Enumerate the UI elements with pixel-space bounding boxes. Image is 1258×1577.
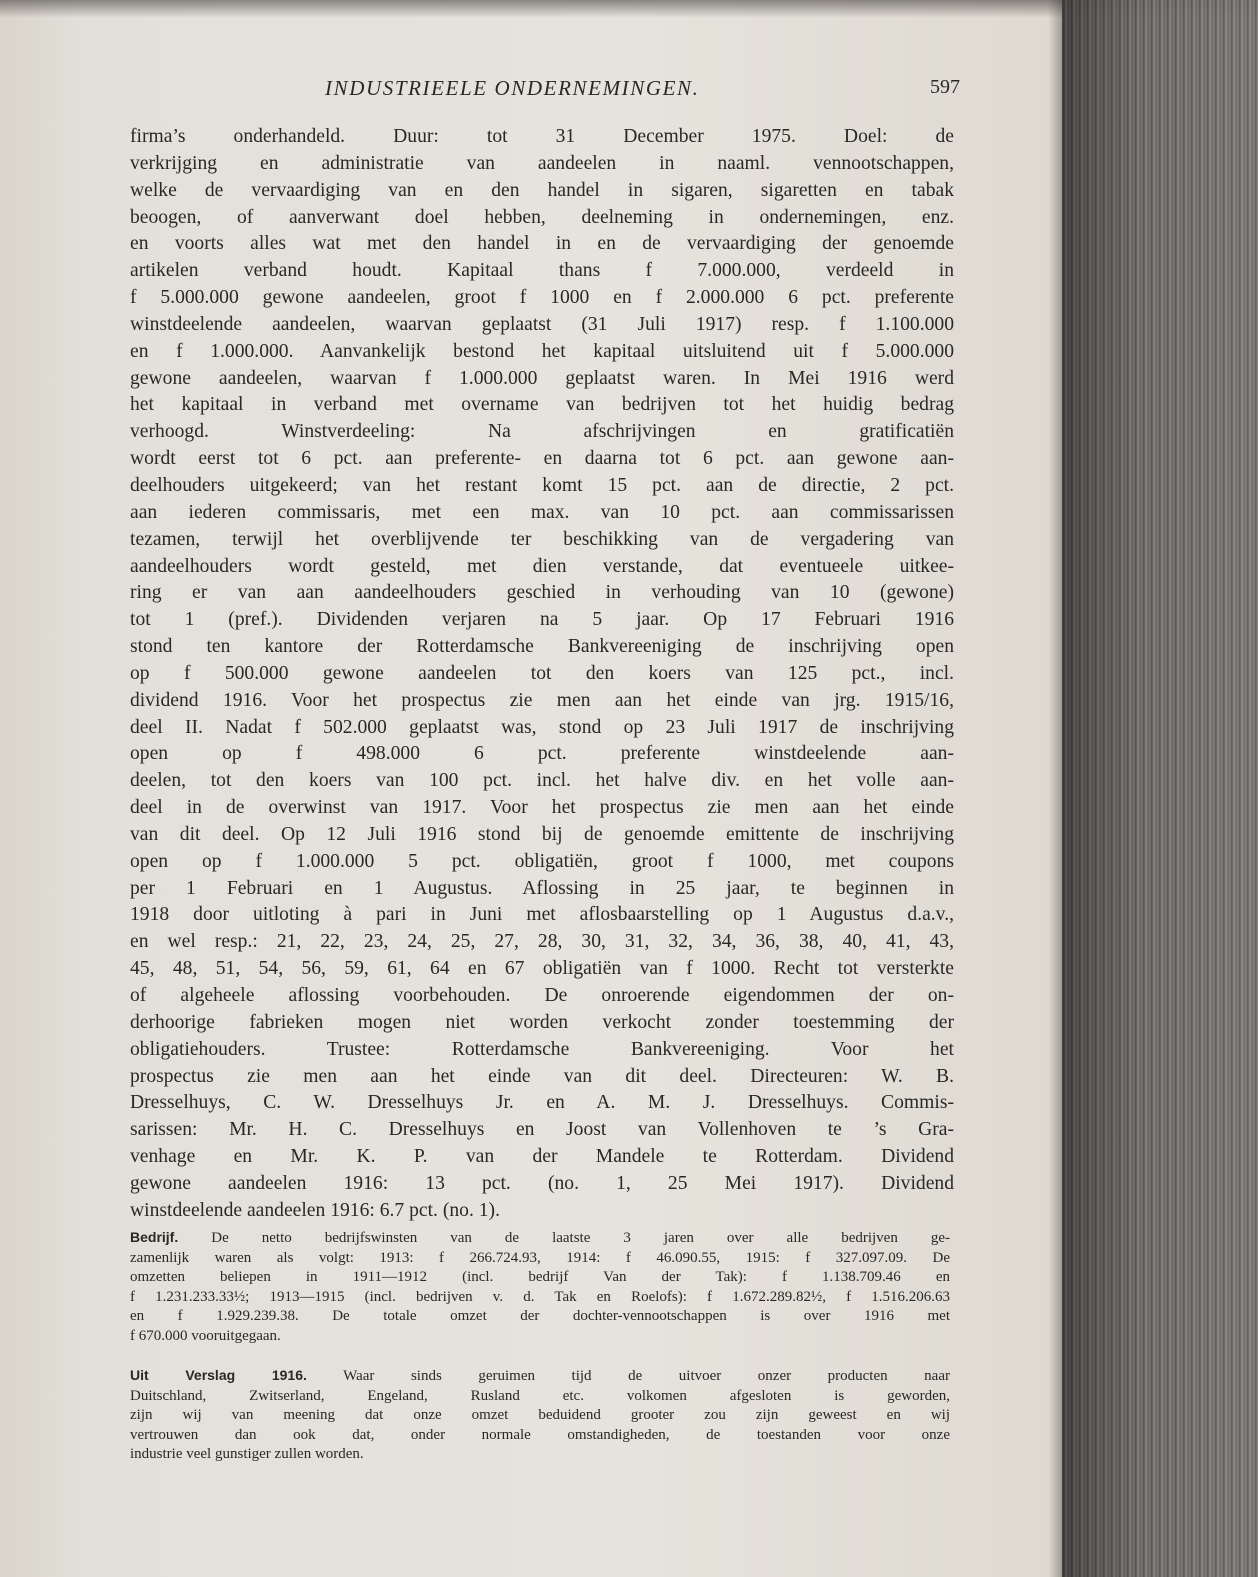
note-heading: Uit Verslag 1916.	[130, 1367, 307, 1383]
text-line: het kapitaal in verband met overname van bedrijven tot het huidig bedrag	[130, 394, 954, 416]
note-bedrijf-text	[130, 1228, 950, 1347]
text-line: zamenlijk waren als volgt: 1913: f 266.724.93, 1914: f 46.090.55, 1915: f 327.097.09. De	[130, 1249, 950, 1266]
text-line: tezamen, terwijl het overblijvende ter beschikking van de vergadering van	[130, 528, 954, 550]
text-line: f 5.000.000 gewone aandeelen, groot f 1000 en f 2.000.000 6 pct. preferente	[130, 287, 954, 309]
text-line: stond ten kantore der Rotterdamsche Bankvereeniging de inschrijving open	[130, 636, 954, 658]
text-line: en voorts alles wat met den handel in en de vervaardiging der genoemde	[130, 233, 954, 255]
text-line: f 670.000 vooruitgegaan.	[130, 1327, 281, 1344]
text-line: op f 500.000 gewone aandeelen tot den koers van 125 pct., incl.	[130, 662, 954, 684]
text-line: Dresselhuys, C. W. Dresselhuys Jr. en A. M. J. Dresselhuys. Commis-	[130, 1092, 954, 1114]
text-line: venhage en Mr. K. P. van der Mandele te Rotterdam. Dividend	[130, 1146, 954, 1168]
text-line: aan iederen commissaris, met een max. van 10 pct. aan commissarissen	[130, 501, 954, 523]
note-verslag	[130, 1366, 950, 1465]
text-line: deel in de overwinst van 1917. Voor het prospectus zie men aan het einde	[130, 797, 954, 819]
text-line: ring er van aan aandeelhouders geschied in verhouding van 10 (gewone)	[130, 582, 954, 604]
company-entry-text	[130, 124, 954, 1225]
text-line: en wel resp.: 21, 22, 23, 24, 25, 27, 28, 30, 31, 32, 34, 36, 38, 40, 41, 43,	[130, 931, 954, 953]
text-line: dividend 1916. Voor het prospectus zie men aan het einde van jrg. 1915/16,	[130, 689, 954, 711]
text-line: tot 1 (pref.). Dividenden verjaren na 5 jaar. Op 17 Februari 1916	[130, 609, 954, 631]
page-number: 597	[930, 76, 960, 98]
body-paragraph	[130, 124, 954, 1225]
note-first-line	[130, 1366, 950, 1387]
text-line: De netto bedrijfswinsten van de laatste 3 jaren over alle bedrijven ge-	[211, 1230, 950, 1246]
running-title: INDUSTRIEELE ONDERNEMINGEN.	[325, 76, 700, 100]
text-line: open op f 498.000 6 pct. preferente winstdeelende aan-	[130, 743, 954, 765]
text-line: Waar sinds geruimen tijd de uitvoer onzer producten naar	[343, 1368, 950, 1384]
text-line: obligatiehouders. Trustee: Rotterdamsche Bankvereeniging. Voor het	[130, 1038, 954, 1060]
text-line: sarissen: Mr. H. C. Dresselhuys en Joost van Vollenhoven te ’s Gra-	[130, 1119, 954, 1141]
text-line: artikelen verband houdt. Kapitaal thans f 7.000.000, verdeeld in	[130, 260, 954, 282]
text-line: deel II. Nadat f 502.000 geplaatst was, stond op 23 Juli 1917 de inschrijving	[130, 716, 954, 738]
text-line: prospectus zie men aan het einde van dit deel. Directeuren: W. B.	[130, 1065, 954, 1087]
text-line: deelen, tot den koers van 100 pct. incl. het halve div. en het volle aan-	[130, 770, 954, 792]
text-line: vertrouwen dan ook dat, onder normale omstandigheden, de toestanden voor onze	[130, 1426, 950, 1443]
text-line: of algeheele aflossing voorbehouden. De onroerende eigendommen der on-	[130, 985, 954, 1006]
text-line: industrie veel gunstiger zullen worden.	[130, 1446, 364, 1463]
note-heading: Bedrijf.	[130, 1229, 179, 1245]
text-line: 45, 48, 51, 54, 56, 59, 61, 64 en 67 obligatiën van f 1000. Recht tot versterkte	[130, 958, 954, 980]
text-line: van dit deel. Op 12 Juli 1916 stond bij de genoemde emittente de inschrijving	[130, 823, 954, 845]
text-line: per 1 Februari en 1 Augustus. Aflossing in 25 jaar, te beginnen in	[130, 877, 954, 899]
text-line: welke de vervaardiging van en den handel in sigaren, sigaretten en tabak	[130, 179, 954, 201]
text-line: deelhouders uitgekeerd; van het restant komt 15 pct. aan de directie, 2 pct.	[130, 474, 954, 496]
text-line: winstdeelende aandeelen, waarvan geplaatst (31 Juli 1917) resp. f 1.100.000	[130, 313, 954, 335]
running-head	[130, 76, 960, 106]
text-line: derhoorige fabrieken mogen niet worden verkocht zonder toestemming der	[130, 1011, 954, 1033]
text-line: en f 1.929.239.38. De totale omzet der dochter-vennootschappen is over 1916 met	[130, 1308, 950, 1325]
text-line: omzetten beliepen in 1911—1912 (incl. bedrijf Van der Tak): f 1.138.709.46 en	[130, 1269, 950, 1286]
text-line: aandeelhouders wordt gesteld, met dien verstande, dat eventueele uitkee-	[130, 555, 954, 577]
text-line: zijn wij van meening dat onze omzet beduidend grooter zou zijn geweest en wij	[130, 1407, 950, 1424]
text-line: open op f 1.000.000 5 pct. obligatiën, groot f 1000, met coupons	[130, 850, 954, 872]
text-line: f 1.231.233.33½; 1913—1915 (incl. bedrijven v. d. Tak en Roelofs): f 1.672.289.82½, f 1.516.206.63	[130, 1288, 950, 1305]
note-first-line	[130, 1228, 950, 1249]
text-line: beoogen, of aanverwant doel hebben, deelneming in ondernemingen, enz.	[130, 206, 954, 228]
text-line: 1918 door uitloting à pari in Juni met aflosbaarstelling op 1 Augustus d.a.v.,	[130, 904, 954, 926]
page-edges-shading	[1062, 0, 1258, 1577]
text-line: gewone aandeelen 1916: 13 pct. (no. 1, 25 Mei 1917). Dividend	[130, 1172, 954, 1194]
text-line: verkrijging en administratie van aandeelen in naaml. vennootschappen,	[130, 152, 954, 174]
note-bedrijf	[130, 1228, 950, 1347]
text-line: verhoogd. Winstverdeeling: Na afschrijvingen en gratificatiën	[130, 421, 954, 443]
text-line: en f 1.000.000. Aanvankelijk bestond het kapitaal uitsluitend uit f 5.000.000	[130, 340, 954, 362]
text-line: winstdeelende aandeelen 1916: 6.7 pct. (no. 1).	[130, 1199, 500, 1221]
text-line: firma’s onderhandeld. Duur: tot 31 December 1975. Doel: de	[130, 126, 954, 147]
text-line: Duitschland, Zwitserland, Engeland, Rusland etc. volkomen afgesloten is geworden,	[130, 1387, 950, 1404]
note-verslag-text	[130, 1366, 950, 1465]
text-line: wordt eerst tot 6 pct. aan preferente- en daarna tot 6 pct. aan gewone aan-	[130, 448, 954, 470]
text-line: gewone aandeelen, waarvan f 1.000.000 geplaatst waren. In Mei 1916 werd	[130, 367, 954, 389]
